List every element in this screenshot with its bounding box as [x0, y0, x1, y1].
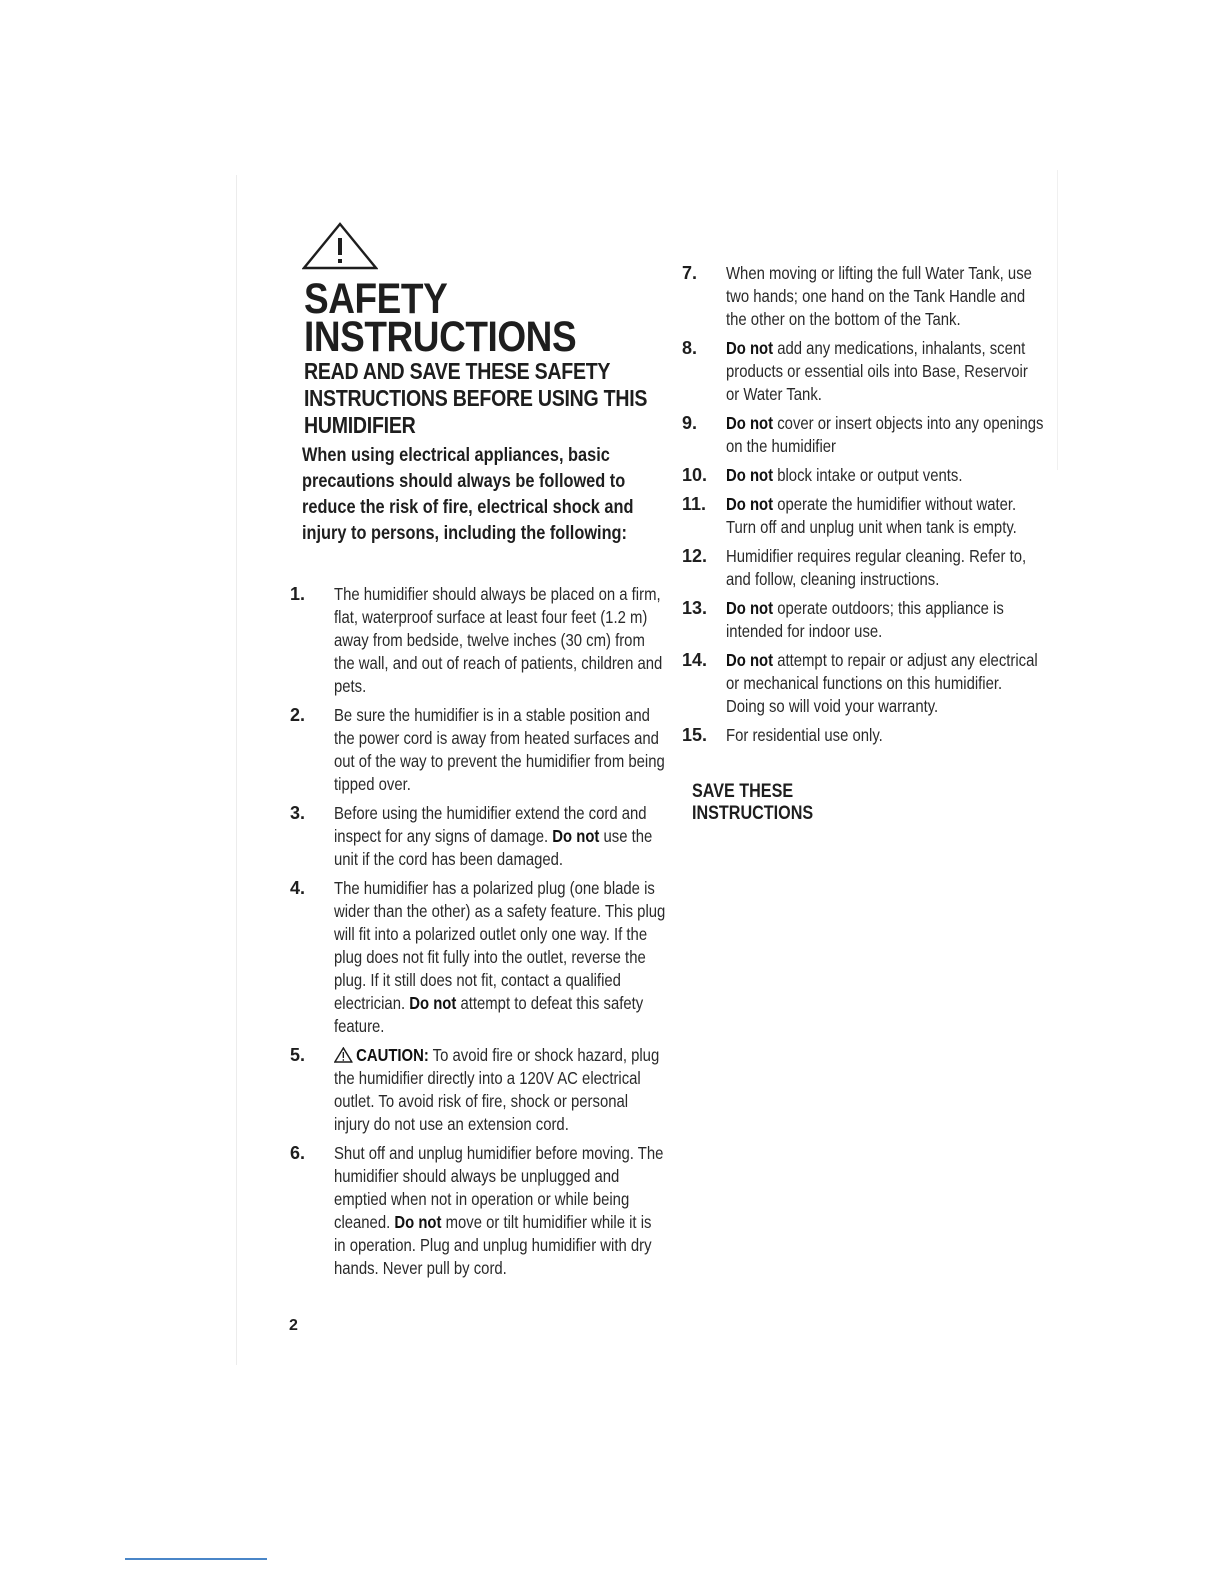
scan-edge-left	[236, 175, 237, 1365]
item-number: 7.	[682, 263, 698, 283]
right-column	[682, 262, 1042, 825]
item-text	[726, 597, 1045, 643]
item-number: 9.	[682, 413, 698, 433]
item-number: 2.	[290, 705, 306, 725]
body-text: use the unit if the cord has been damaged.	[334, 826, 653, 869]
page-number: 2	[289, 1317, 298, 1334]
item-number: 3.	[290, 803, 306, 823]
title-line-2: INSTRUCTIONS	[304, 313, 577, 361]
item-number: 8.	[682, 338, 698, 358]
save-instructions-heading: SAVE THESE INSTRUCTIONS	[692, 781, 814, 824]
list-item	[682, 337, 1042, 406]
item-text	[726, 493, 1045, 539]
list-item	[290, 1142, 680, 1280]
body-text: To avoid fire or shock hazard, plug the humidifier directly into a 120V AC electrical outlet. To avoid risk of fire, shock or personal injury do not use an extension cord.	[334, 1045, 660, 1134]
item-number: 10.	[682, 465, 708, 485]
item-number: 14.	[682, 650, 708, 670]
emphasis-text: Do not	[726, 598, 774, 618]
item-number: 4.	[290, 878, 306, 898]
body-text: Humidifier requires regular cleaning. Refer to, and follow, cleaning instructions.	[726, 546, 1027, 589]
item-number: 13.	[682, 598, 708, 618]
body-text: attempt to defeat this safety feature.	[334, 993, 644, 1036]
body-text: operate outdoors; this appliance is intended for indoor use.	[726, 598, 1004, 641]
body-text: Shut off and unplug humidifier before moving. The humidifier should always be unplugged and emptied when not in operation or while being cleaned.	[334, 1143, 664, 1232]
list-item	[682, 724, 1042, 747]
left-column	[290, 222, 680, 1286]
list-item	[682, 412, 1042, 458]
emphasis-text: CAUTION:	[356, 1045, 429, 1065]
list-item	[682, 262, 1042, 331]
item-text	[726, 545, 1045, 591]
warning-triangle-icon	[302, 222, 378, 270]
list-item	[682, 545, 1042, 591]
body-text: When moving or lifting the full Water Tank, use two hands; one hand on the Tank Handle and the other on the bottom of the Tank.	[726, 263, 1032, 329]
item-text	[726, 337, 1045, 406]
list-item	[682, 649, 1042, 718]
item-number: 5.	[290, 1045, 306, 1065]
caution-triangle-icon	[334, 1047, 353, 1063]
item-text	[726, 649, 1045, 718]
body-text: Before using the humidifier extend the cord and inspect for any signs of damage.	[334, 803, 647, 846]
body-text: For residential use only.	[726, 725, 883, 745]
instruction-list-right	[682, 262, 1042, 747]
bottom-rule	[125, 1558, 267, 1560]
item-number: 15.	[682, 725, 708, 745]
instruction-list-left	[290, 583, 680, 1280]
page-title	[304, 275, 627, 361]
scan-edge-right	[1057, 170, 1058, 470]
list-item	[290, 704, 680, 796]
emphasis-text: Do not	[552, 826, 600, 846]
item-text	[334, 704, 666, 796]
body-text: Be sure the humidifier is in a stable position and the power cord is away from heated surfaces and out of the way to prevent the humidifier from being tipped over.	[334, 705, 665, 794]
item-text	[726, 412, 1045, 458]
emphasis-text: Do not	[726, 494, 774, 514]
item-text	[726, 464, 1045, 487]
body-text: attempt to repair or adjust any electrical or mechanical functions on this humidifier. Doing so will void your warranty.	[726, 650, 1038, 716]
body-text: cover or insert objects into any openings on the humidifier	[726, 413, 1044, 456]
intro-paragraph: When using electrical appliances, basic precautions should always be followed to reduce the risk of fire, electrical shock and injury to persons, including the following:	[302, 445, 634, 544]
body-text: The humidifier should always be placed on a firm, flat, waterproof surface at least four feet (1.2 m) away from bedside, twelve inches (30 cm) from the wall, and out of reach of patients, children and pets.	[334, 584, 663, 696]
list-item	[682, 464, 1042, 487]
subtitle: READ AND SAVE THESE SAFETY INSTRUCTIONS BEFORE USING THIS HUMIDIFIER	[304, 358, 648, 438]
body-text: block intake or output vents.	[773, 465, 963, 485]
item-text	[726, 724, 1045, 747]
body-text: add any medications, inhalants, scent products or essential oils into Base, Reservoir or Water Tank.	[726, 338, 1028, 404]
emphasis-text: Do not	[726, 338, 774, 358]
item-text	[334, 1142, 666, 1280]
emphasis-text: Do not	[394, 1212, 442, 1232]
list-item	[682, 493, 1042, 539]
body-text: operate the humidifier without water. Turn off and unplug unit when tank is empty.	[726, 494, 1017, 537]
list-item	[682, 597, 1042, 643]
list-item	[290, 877, 680, 1038]
body-text: move or tilt humidifier while it is in operation. Plug and unplug humidifier with dry hands. Never pull by cord.	[334, 1212, 652, 1278]
title-line-1: SAFETY	[304, 275, 448, 323]
emphasis-text: Do not	[726, 650, 774, 670]
item-text	[334, 877, 666, 1038]
emphasis-text: Do not	[409, 993, 457, 1013]
item-text	[726, 262, 1045, 331]
item-number: 1.	[290, 584, 306, 604]
item-number: 11.	[682, 494, 707, 514]
list-item	[290, 802, 680, 871]
emphasis-text: Do not	[726, 413, 774, 433]
list-item	[290, 1044, 680, 1136]
item-text	[334, 583, 666, 698]
list-item	[290, 583, 680, 698]
body-text: The humidifier has a polarized plug (one blade is wider than the other) as a safety feature. This plug will fit into a polarized outlet only one way. If the plug does not fit fully into the outlet, reverse the plug. If it still does not fit, contact a qualified electrician.	[334, 878, 666, 1013]
item-text	[334, 1044, 666, 1136]
item-number: 6.	[290, 1143, 306, 1163]
emphasis-text: Do not	[726, 465, 774, 485]
item-number: 12.	[682, 546, 708, 566]
item-text	[334, 802, 666, 871]
